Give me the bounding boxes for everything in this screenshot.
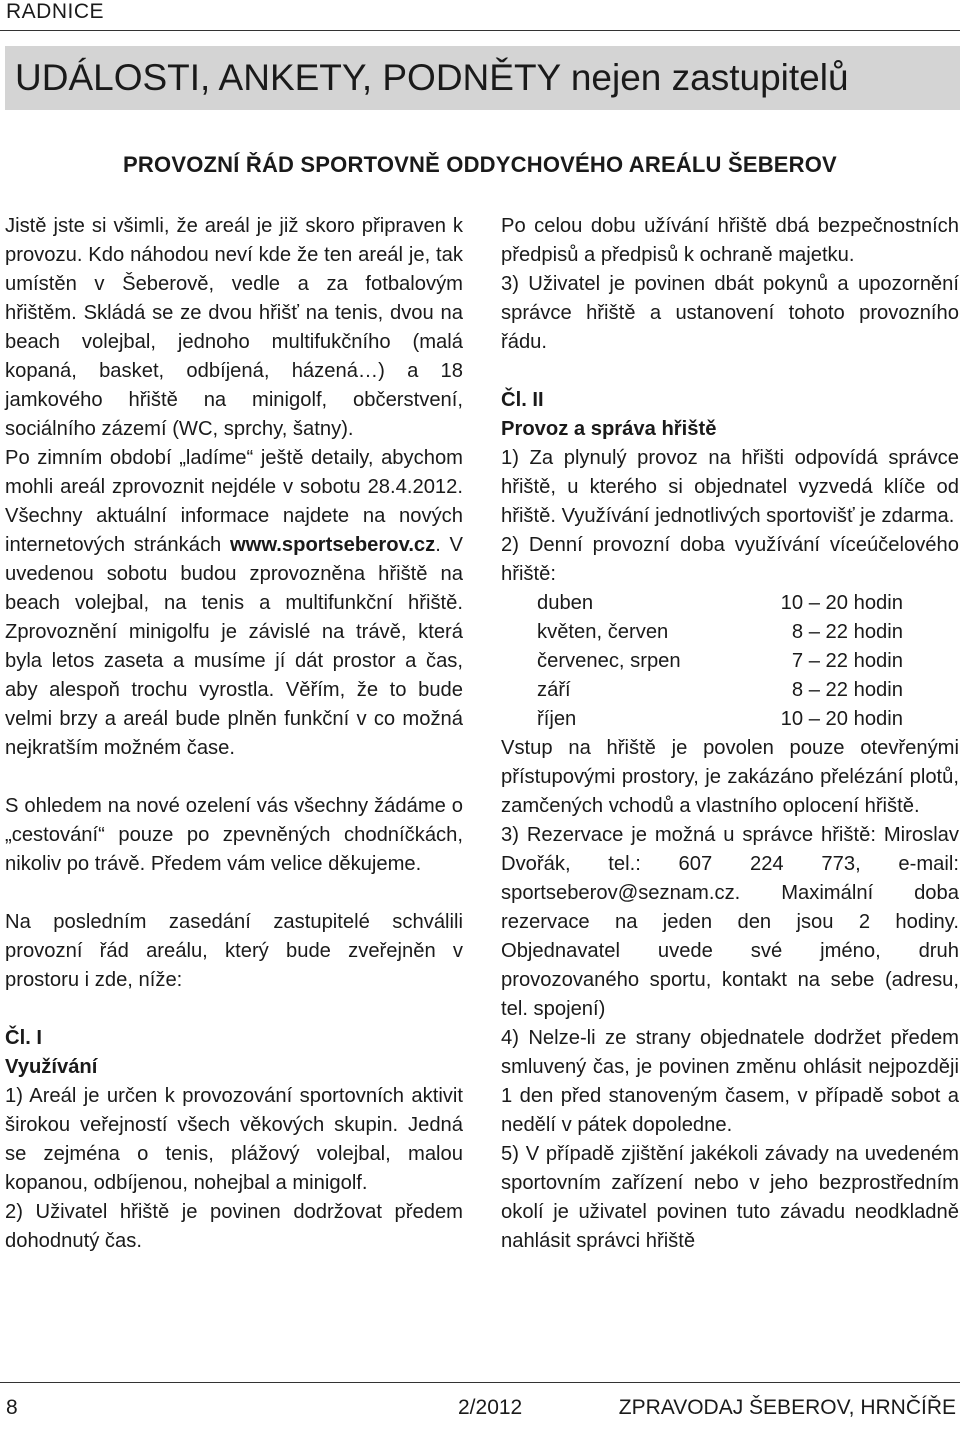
hours-month: duben bbox=[537, 592, 594, 614]
hours-month: září bbox=[537, 679, 571, 701]
issue-number: 2/2012 bbox=[458, 1396, 523, 1419]
intro-paragraph: Jistě jste si všimli, že areál je již skoro připraven k provozu. Kdo náhodou neví kde že ten areál je, tak umístěn v Šeberově, vedle a za fotbalovým hřištěm. Skládá se ze dvou hřišť na tenis, dvou na beach volejbal, jednoho multifukčního (malá kopaná, basket, odbíjená, házená…) a 18 jamkového hřiště na minigolf, občerstvení, sociálního zázemí (WC, sprchy, šatny). bbox=[5, 215, 463, 440]
hours-time: 10 – 20 hodin bbox=[780, 592, 903, 614]
lawn-paragraph: S ohledem na nové ozelení vás všechny žádáme o „cestování“ pouze po zpevněných chodníčkách, nikoliv po trávě. Předem vám velice děkujeme. bbox=[5, 795, 463, 875]
chapter-1-number: Čl. I bbox=[5, 1027, 43, 1049]
publication-name: ZPRAVODAJ ŠEBEROV, HRNČÍŘE bbox=[618, 1396, 956, 1419]
chapter-2-rule-3: 3) Rezervace je možná u správce hřiště: Miroslav Dvořák, tel.: 607 224 773, e-mail: sportseberov@seznam.cz. Maximální doba rezervace na jeden den jsou 2 hodiny. Objednavatel uvede své jméno, druh provozovaného sportu, kontakt na sebe (adresu, tel. spojení) bbox=[501, 824, 959, 1020]
hours-row bbox=[537, 647, 903, 676]
opening-hours-table bbox=[537, 589, 903, 734]
hours-month: říjen bbox=[537, 708, 577, 730]
chapter-1-rule-1: 1) Areál je určen k provozování sportovních aktivit širokou veřejností všech věkových skupin. Jedná se zejména o tenis, plážový volejbal, malou kopanou, odbíjenou, nohejbal a minigolf. bbox=[5, 1085, 463, 1194]
section-banner bbox=[5, 46, 960, 110]
hours-time: 7 – 22 hodin bbox=[791, 650, 903, 672]
hours-time: 8 – 22 hodin bbox=[791, 621, 903, 643]
chapter-2-rule-5: 5) V případě zjištění jakékoli závady na uvedeném sportovním zařízení nebo v jeho bezprostředním okolí je uživatel povinen tuto závadu neodkladně nahlásit správci hřiště bbox=[501, 1143, 959, 1252]
hours-row bbox=[537, 589, 903, 618]
hours-row bbox=[537, 705, 903, 734]
chapter-2-rule-1: 1) Za plynulý provoz na hřišti odpovídá správce hřiště, u kterého si objednatel vyzvedá klíče od hřiště. Využívání jednotlivých sportovišť je zdarma. bbox=[501, 447, 959, 527]
chapter-2-rule-2: 2) Denní provozní doba využívání víceúčelového hřiště: bbox=[501, 534, 959, 585]
hours-month: červenec, srpen bbox=[537, 650, 681, 672]
hours-month: květen, červen bbox=[537, 621, 669, 643]
header-rule bbox=[0, 30, 960, 31]
chapter-1-rule-3: 3) Uživatel je povinen dbát pokynů a upozornění správce hřiště a ustanovení tohoto provozního řádu. bbox=[501, 273, 959, 353]
access-paragraph: Vstup na hřiště je povolen pouze otevřenými přístupovými prostory, je zakázáno přelézání plotů, zamčených vchodů a vlastního oplocení hřiště. bbox=[501, 737, 959, 817]
left-column bbox=[5, 212, 463, 1256]
chapter-2-number: Čl. II bbox=[501, 389, 544, 411]
chapter-1-rule-2: 2) Uživatel hřiště je povinen dodržovat předem dohodnutý čas. bbox=[5, 1201, 463, 1252]
chapter-2-rule-4: 4) Nelze-li ze strany objednatele dodržet předem smluvený čas, je povinen změnu ohlásit nejpozději 1 den před stanoveným časem, v případě sobot a nedělí v pátek dopoledne. bbox=[501, 1027, 959, 1136]
section-tag: RADNICE bbox=[6, 0, 105, 23]
hours-row bbox=[537, 618, 903, 647]
launch-text-start: Po zimním období „ladíme“ ještě detaily, abychom mohli areál zprovoznit nejdéle v sobotu 28.4.2012. Všechny aktuální informace najdete na nových internetových stránkách bbox=[5, 447, 463, 556]
footer-rule bbox=[0, 1382, 960, 1383]
chapter-2-title: Provoz a správa hřiště bbox=[501, 418, 717, 440]
banner-title: UDÁLOSTI, ANKETY, PODNĚTY nejen zastupitelů bbox=[15, 57, 849, 98]
approval-paragraph: Na posledním zasedání zastupitelé schválili provozní řád areálu, který bude zveřejněn v prostoru i zde, níže: bbox=[5, 911, 463, 991]
hours-time: 10 – 20 hodin bbox=[780, 708, 903, 730]
page-number: 8 bbox=[6, 1396, 18, 1419]
website-link[interactable]: www.sportseberov.cz bbox=[229, 534, 436, 556]
right-column bbox=[501, 212, 959, 1256]
safety-paragraph: Po celou dobu užívání hřiště dbá bezpečnostních předpisů a předpisů k ochraně majetku. bbox=[501, 215, 959, 266]
launch-paragraph bbox=[5, 444, 463, 763]
article-title: PROVOZNÍ ŘÁD SPORTOVNĚ ODDYCHOVÉHO AREÁLU ŠEBEROV bbox=[123, 152, 837, 177]
hours-row bbox=[537, 676, 903, 705]
hours-time: 8 – 22 hodin bbox=[791, 679, 903, 701]
chapter-1-title: Využívání bbox=[5, 1056, 98, 1078]
launch-text-end: . V uvedenou sobotu budou zprovozněna hřiště na beach volejbal, na tenis a multifunkční hřiště. Zprovoznění minigolfu je závislé na trávě, která byla letos zaseta a musíme jí dát prostor a čas, aby alespoň trochu vyrostla. Věřím, že to bude velmi brzy a areál bude plněn funkční v co možná nejkratším možném čase. bbox=[5, 534, 464, 759]
